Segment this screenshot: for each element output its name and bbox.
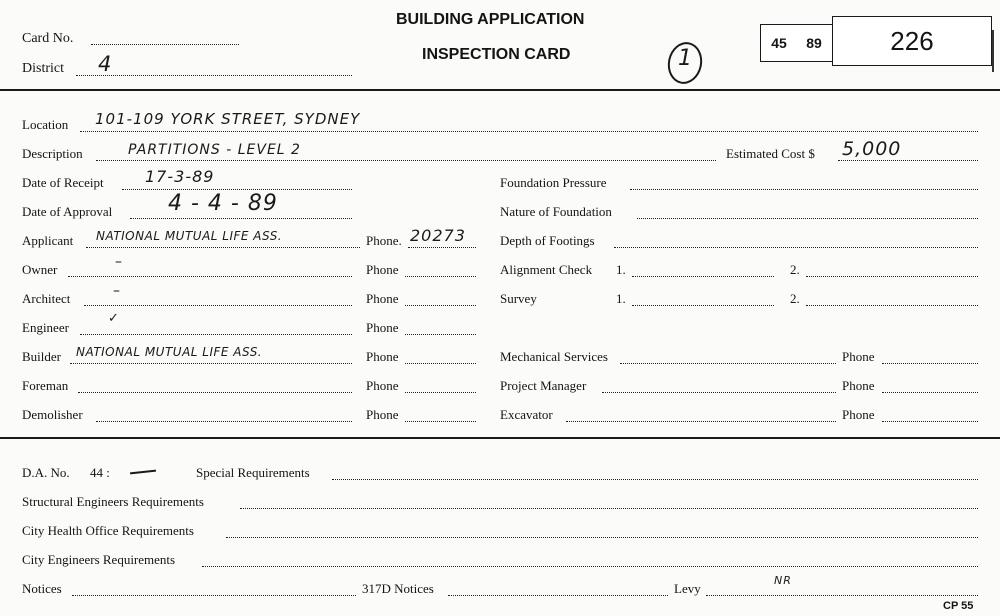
nature-foundation-field[interactable] — [637, 218, 978, 219]
form-code: CP 55 — [943, 600, 974, 612]
survey-label: Survey — [500, 291, 537, 306]
estimated-cost-value: 5,000 — [842, 138, 902, 160]
survey-field-2[interactable] — [806, 305, 978, 306]
applicant-phone-field[interactable] — [408, 247, 476, 248]
form-title-line2: INSPECTION CARD — [422, 46, 571, 63]
mechanical-services-phone-field[interactable] — [882, 363, 978, 364]
description-field[interactable] — [96, 160, 716, 161]
demolisher-phone-field[interactable] — [405, 421, 476, 422]
location-field[interactable] — [80, 131, 978, 132]
owner-value: – — [115, 254, 123, 270]
applicant-field[interactable] — [86, 247, 360, 248]
city-engineers-field[interactable] — [202, 566, 978, 567]
card-number-box — [832, 16, 992, 66]
engineer-field[interactable] — [80, 334, 352, 335]
da-no-label: D.A. No. — [22, 465, 70, 480]
special-requirements-field[interactable] — [332, 479, 978, 480]
foundation-pressure-field[interactable] — [630, 189, 978, 190]
card-code-box-1 — [760, 24, 798, 62]
da-no-dash — [130, 470, 156, 475]
alignment-check-label: Alignment Check — [500, 262, 593, 277]
builder-value: NATIONAL MUTUAL LIFE ASS. — [76, 345, 263, 359]
alignment-check-num1: 1. — [616, 262, 626, 277]
card-number: 226 — [890, 25, 934, 56]
date-approval-value: 4 - 4 - 89 — [168, 191, 278, 216]
project-manager-label: Project Manager — [500, 378, 587, 393]
depth-footings-label: Depth of Footings — [500, 233, 595, 248]
estimated-cost-field[interactable] — [838, 160, 978, 161]
applicant-value: NATIONAL MUTUAL LIFE ASS. — [96, 229, 283, 243]
circled-mark-number: 1 — [678, 46, 693, 71]
project-manager-phone-field[interactable] — [882, 392, 978, 393]
foundation-pressure-label: Foundation Pressure — [500, 175, 607, 190]
notices-field[interactable] — [72, 595, 356, 596]
applicant-phone-value: 20273 — [410, 226, 466, 245]
date-receipt-label: Date of Receipt — [22, 175, 104, 190]
excavator-label: Excavator — [500, 407, 553, 422]
architect-phone-field[interactable] — [405, 305, 476, 306]
location-label: Location — [22, 117, 69, 132]
district-label: District — [22, 61, 64, 76]
foreman-phone-field[interactable] — [405, 392, 476, 393]
alignment-check-field-2[interactable] — [806, 276, 978, 277]
description-label: Description — [22, 146, 83, 161]
owner-phone-label: Phone — [366, 262, 399, 277]
excavator-phone-field[interactable] — [882, 421, 978, 422]
owner-phone-field[interactable] — [405, 276, 476, 277]
section-divider — [0, 437, 1000, 439]
nature-foundation-label: Nature of Foundation — [500, 204, 612, 219]
card-code-box-2 — [796, 24, 833, 62]
card-no-field[interactable] — [91, 44, 239, 45]
foreman-field[interactable] — [78, 392, 352, 393]
builder-phone-label: Phone — [366, 349, 399, 364]
architect-phone-label: Phone — [366, 291, 399, 306]
date-receipt-value: 17-3-89 — [145, 167, 215, 186]
date-approval-label: Date of Approval — [22, 204, 113, 219]
structural-engineers-field[interactable] — [240, 508, 978, 509]
project-manager-phone-label: Phone — [842, 378, 875, 393]
notices-label: Notices — [22, 581, 62, 596]
notices-317d-field[interactable] — [448, 595, 668, 596]
builder-phone-field[interactable] — [405, 363, 476, 364]
mechanical-services-field[interactable] — [620, 363, 836, 364]
foreman-label: Foreman — [22, 378, 69, 393]
architect-field[interactable] — [84, 305, 352, 306]
alignment-check-num2: 2. — [790, 262, 800, 277]
city-health-field[interactable] — [226, 537, 978, 538]
applicant-phone-label: Phone. — [366, 233, 402, 248]
engineer-phone-label: Phone — [366, 320, 399, 335]
city-engineers-label: City Engineers Requirements — [22, 552, 176, 567]
card-code-1: 45 — [771, 35, 787, 51]
foreman-phone-label: Phone — [366, 378, 399, 393]
estimated-cost-label: Estimated Cost $ — [726, 146, 815, 161]
demolisher-label: Demolisher — [22, 407, 83, 422]
card-no-label: Card No. — [22, 31, 74, 46]
levy-label: Levy — [674, 581, 701, 596]
district-value: 4 — [98, 52, 113, 76]
owner-label: Owner — [22, 262, 58, 277]
city-health-label: City Health Office Requirements — [22, 523, 194, 538]
demolisher-field[interactable] — [96, 421, 352, 422]
district-field[interactable] — [76, 75, 352, 76]
excavator-field[interactable] — [566, 421, 836, 422]
project-manager-field[interactable] — [602, 392, 836, 393]
form-title-line1: BUILDING APPLICATION — [396, 11, 585, 28]
alignment-check-field-1[interactable] — [632, 276, 774, 277]
owner-field[interactable] — [68, 276, 352, 277]
survey-num2: 2. — [790, 291, 800, 306]
notices-317d-label: 317D Notices — [362, 581, 434, 596]
applicant-label: Applicant — [22, 233, 74, 248]
survey-num1: 1. — [616, 291, 626, 306]
engineer-value: ✓ — [108, 311, 120, 326]
demolisher-phone-label: Phone — [366, 407, 399, 422]
architect-value: – — [113, 283, 121, 299]
location-value: 101-109 YORK STREET, SYDNEY — [95, 110, 361, 128]
description-value: PARTITIONS - LEVEL 2 — [128, 142, 301, 158]
scan-edge-mark — [992, 30, 994, 72]
date-approval-field[interactable] — [130, 218, 352, 219]
architect-label: Architect — [22, 291, 71, 306]
mechanical-services-label: Mechanical Services — [500, 349, 608, 364]
survey-field-1[interactable] — [632, 305, 774, 306]
builder-label: Builder — [22, 349, 61, 364]
special-requirements-label: Special Requirements — [196, 465, 310, 480]
excavator-phone-label: Phone — [842, 407, 875, 422]
header-divider — [0, 89, 1000, 91]
mechanical-services-phone-label: Phone — [842, 349, 875, 364]
builder-field[interactable] — [70, 363, 352, 364]
card-code-2: 89 — [806, 35, 822, 51]
depth-footings-field[interactable] — [614, 247, 978, 248]
structural-engineers-label: Structural Engineers Requirements — [22, 494, 204, 509]
da-no-value: 44 : — [90, 465, 110, 480]
engineer-label: Engineer — [22, 320, 69, 335]
date-receipt-field[interactable] — [122, 189, 352, 190]
levy-value: NR — [774, 574, 792, 587]
levy-field[interactable] — [706, 595, 978, 596]
engineer-phone-field[interactable] — [405, 334, 476, 335]
